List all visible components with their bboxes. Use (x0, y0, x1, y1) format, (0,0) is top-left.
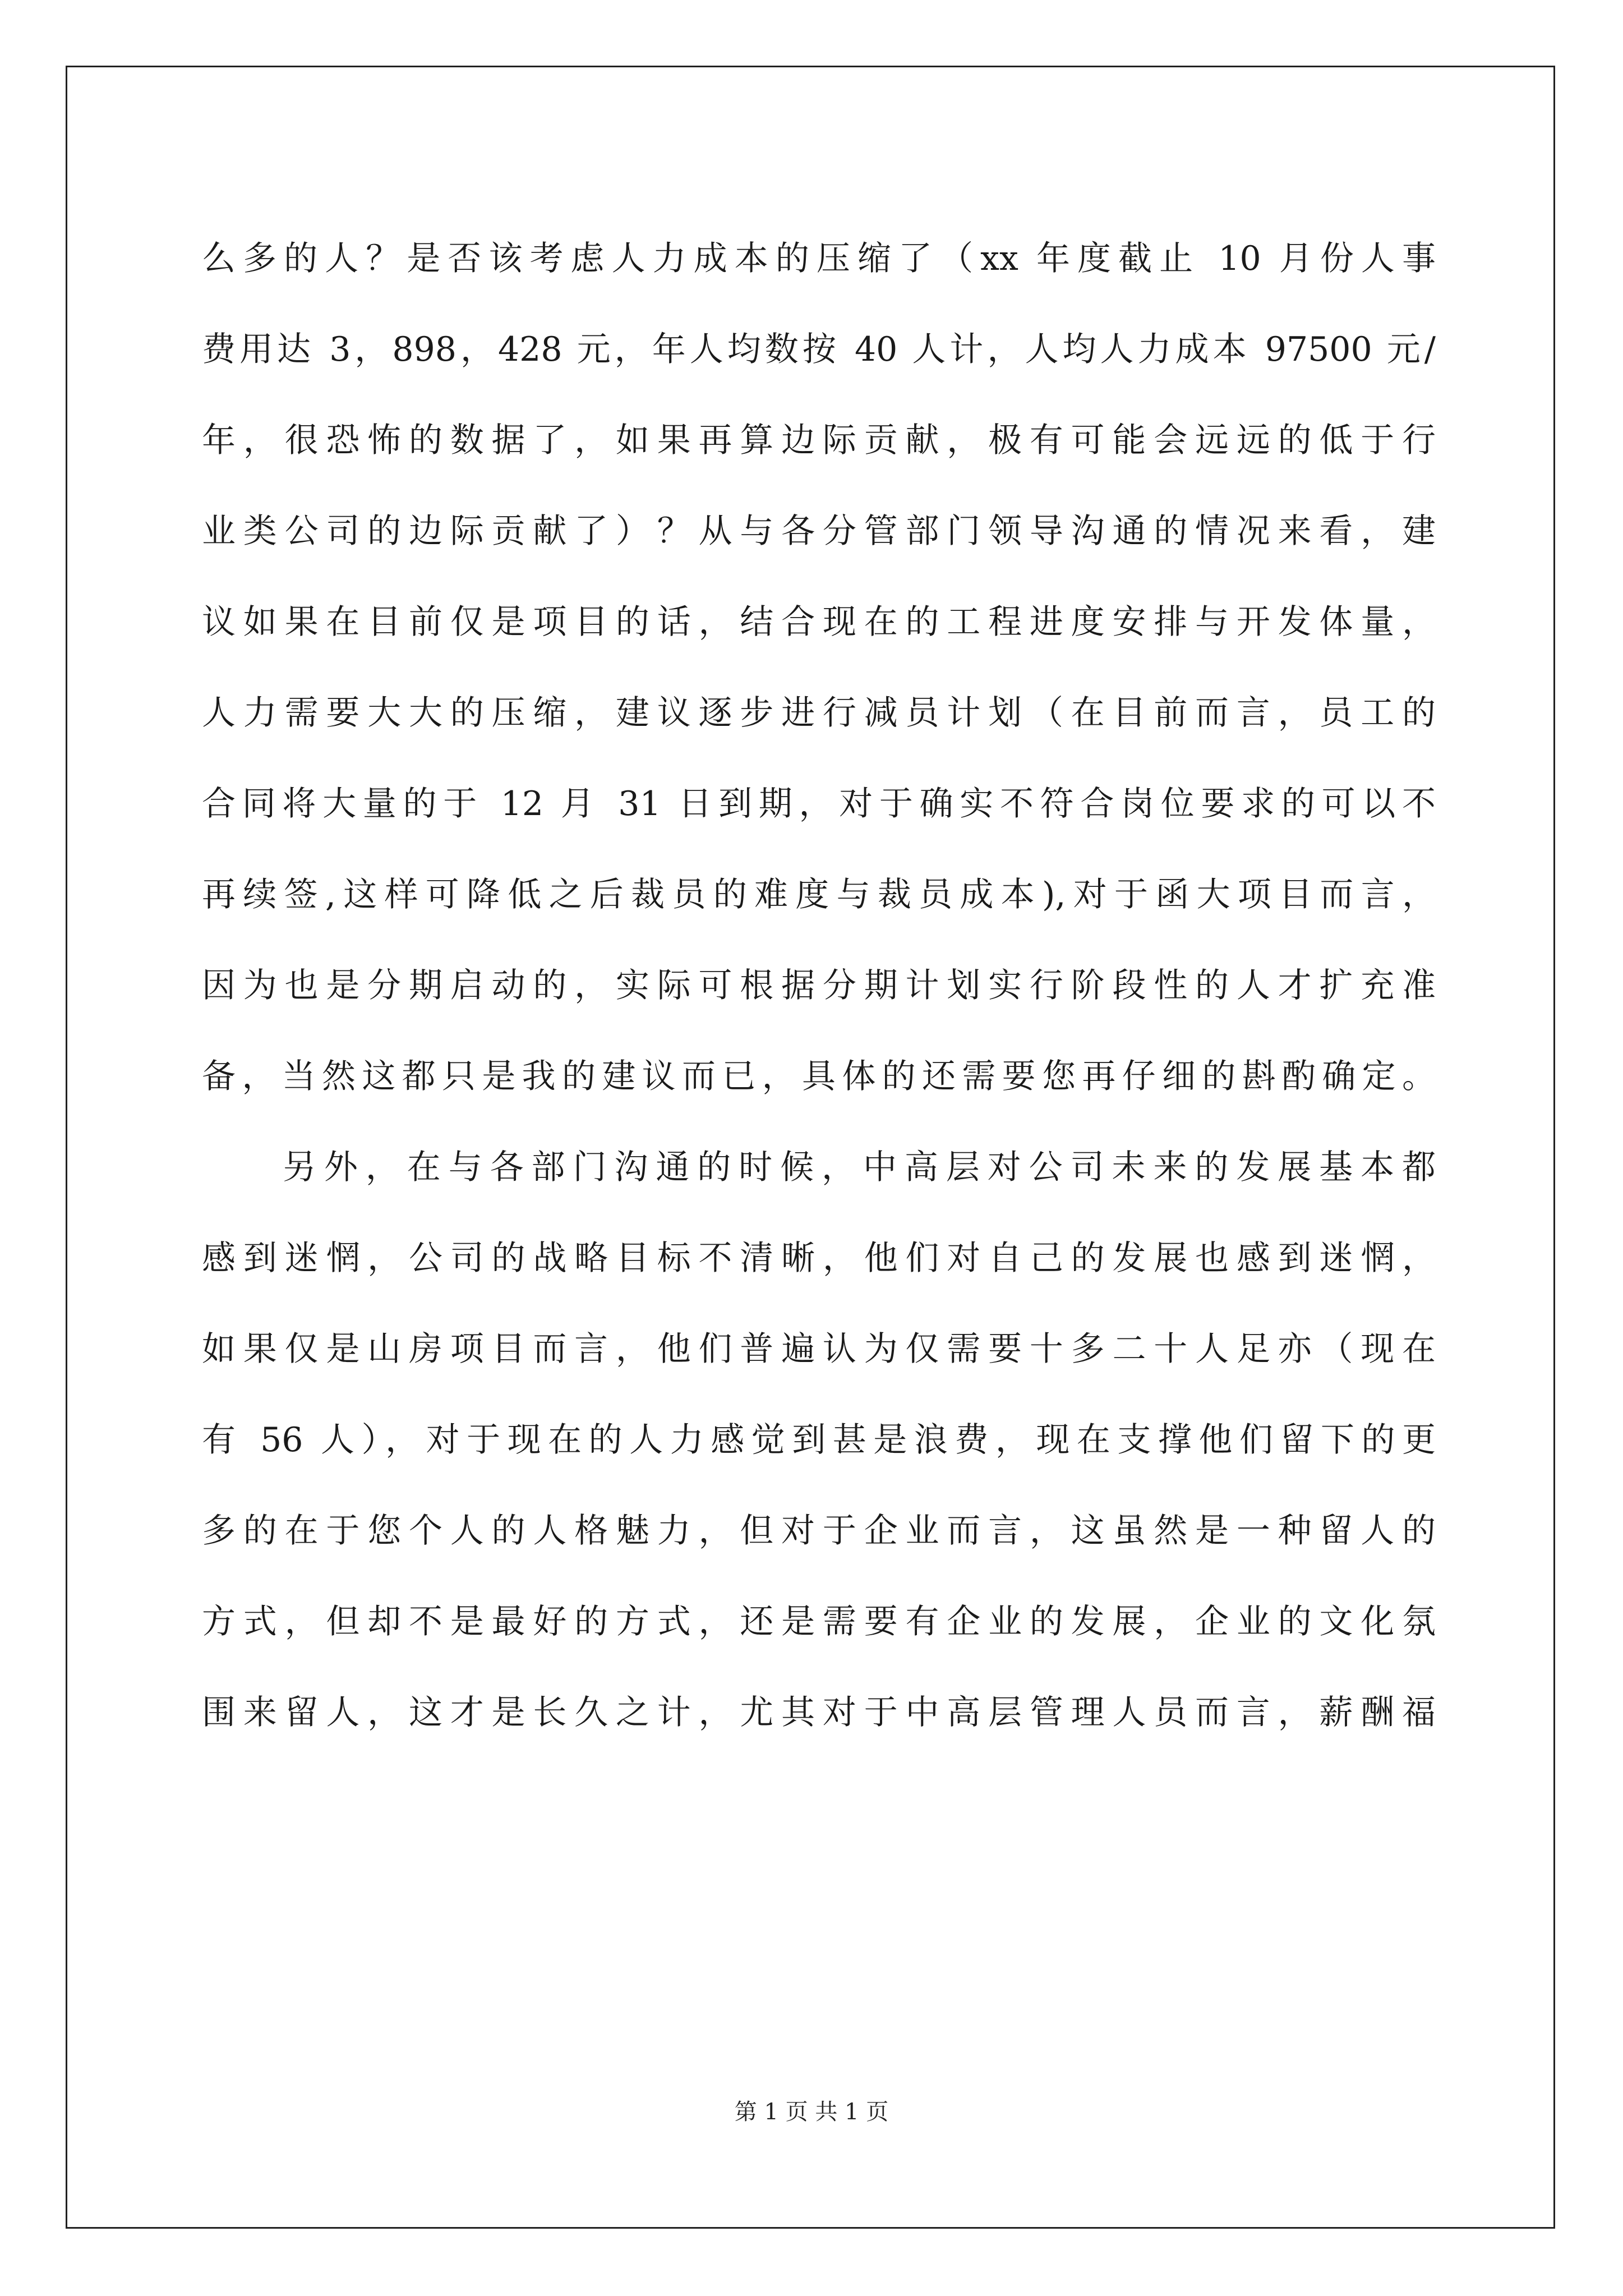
text-line: 多的在于您个人的人格魅力，但对于企业而言，这虽然是一种留人的 (202, 1511, 1436, 1550)
text-line: 再续签,这样可降低之后裁员的难度与裁员成本),对于函大项目而言， (202, 875, 1436, 914)
page-number-footer: 第 1 页 共 1 页 (734, 2099, 889, 2125)
text-line: 感到迷惘，公司的战略目标不清晰，他们对自己的发展也感到迷惘， (202, 1239, 1436, 1278)
text-line: 业类公司的边际贡献了）？从与各分管部门领导沟通的情况来看，建 (202, 512, 1436, 551)
text-line: 有 56 人），对于现在的人力感觉到甚是浪费，现在支撑他们留下的更 (202, 1420, 1436, 1460)
text-line: 围来留人，这才是长久之计，尤其对于中高层管理人员而言，薪酬福 (202, 1693, 1436, 1732)
text-line: 方式，但却不是最好的方式，还是需要有企业的发展，企业的文化氛 (202, 1602, 1436, 1641)
text-line: 备，当然这都只是我的建议而已，具体的还需要您再仔细的斟酌确定。 (202, 1057, 1436, 1096)
text-line: 么多的人？是否该考虑人力成本的压缩了（xx 年度截止 10 月份人事 (202, 239, 1436, 278)
text-line: 人力需要大大的压缩，建议逐步进行减员计划（在目前而言，员工的 (202, 693, 1436, 733)
text-line: 合同将大量的于 12 月 31 日到期，对于确实不符合岗位要求的可以不 (202, 784, 1436, 823)
text-line: 如果仅是山房项目而言，他们普遍认为仅需要十多二十人足亦（现在 (202, 1329, 1436, 1369)
text-line: 费用达 3，898，428 元，年人均数按 40 人计，人均人力成本 97500 元/ (202, 330, 1436, 369)
text-line: 年，很恐怖的数据了，如果再算边际贡献，极有可能会远远的低于行 (202, 421, 1436, 460)
text-line-indented: 另外，在与各部门沟通的时候，中高层对公司未来的发展基本都 (283, 1148, 1436, 1187)
document-body (202, 213, 1436, 1758)
text-line: 因为也是分期启动的，实际可根据分期计划实行阶段性的人才扩充准 (202, 966, 1436, 1005)
text-line: 议如果在目前仅是项目的话，结合现在的工程进度安排与开发体量， (202, 602, 1436, 642)
